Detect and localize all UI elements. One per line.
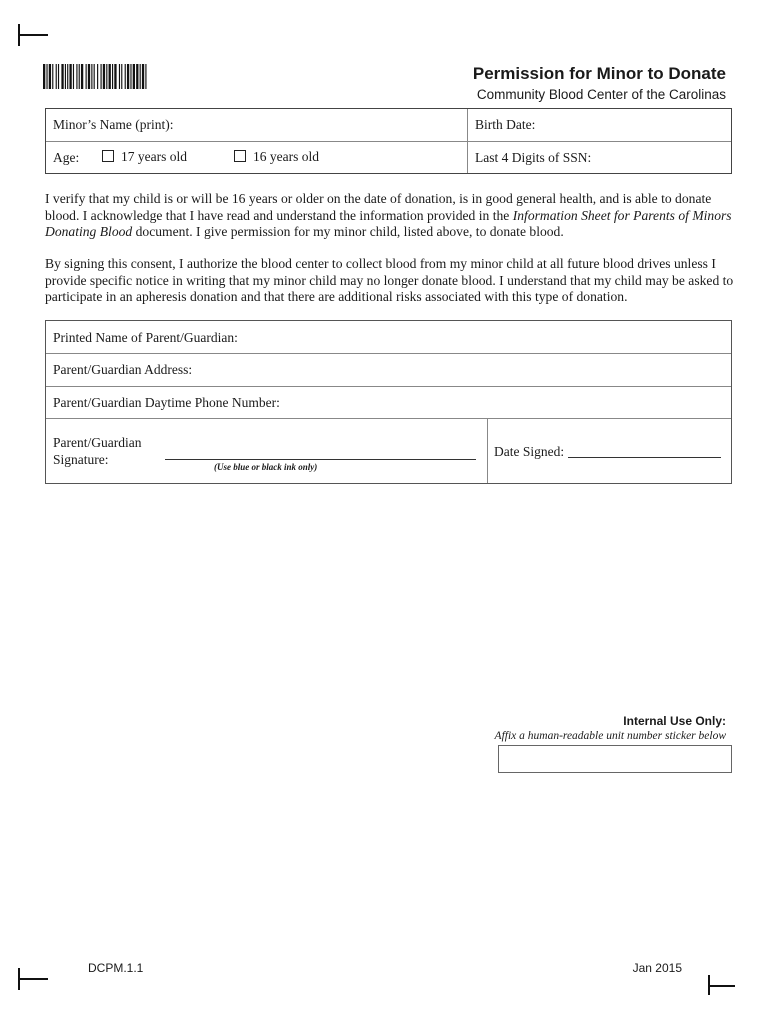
ssn-field[interactable] [610, 143, 729, 172]
barcode-bar [133, 64, 135, 89]
barcode-bar [91, 64, 92, 89]
barcode-bar [109, 64, 111, 89]
phone-field[interactable] [310, 388, 728, 417]
barcode-bar [88, 64, 90, 89]
signature-line[interactable] [165, 459, 476, 460]
barcode-bar [97, 64, 98, 89]
ink-note: (Use blue or black ink only) [214, 462, 318, 472]
birth-date-label: Birth Date: [475, 117, 536, 132]
crop-mark-bottom-right-horizontal [708, 985, 735, 987]
form-subtitle: Community Blood Center of the Carolinas [476, 87, 726, 102]
ssn-label: Last 4 Digits of SSN: [475, 150, 592, 165]
age-16-label: 16 years old [253, 149, 319, 164]
age-17-checkbox[interactable] [102, 150, 114, 162]
guardian-table-divider-3 [46, 418, 731, 419]
minor-name-field[interactable] [200, 110, 462, 140]
age-16-checkbox[interactable] [234, 150, 246, 162]
barcode-bar [69, 64, 71, 89]
minor-name-label: Minor’s Name (print): [53, 117, 174, 132]
barcode-bar [125, 64, 126, 89]
barcode-bar [114, 64, 116, 89]
barcode-bar [56, 64, 57, 89]
barcode-bar [65, 64, 66, 89]
guardian-table-column-divider [487, 419, 488, 483]
guardian-table-divider-2 [46, 386, 731, 387]
barcode-bar [43, 64, 45, 89]
printed-name-field[interactable] [270, 322, 728, 352]
signature-label-line2: Signature: [53, 452, 109, 467]
barcode-bar [49, 64, 51, 89]
age-17-label: 17 years old [121, 149, 187, 164]
sticker-instruction: Affix a human-readable unit number sticker below [494, 730, 726, 742]
birth-date-field[interactable] [545, 110, 729, 140]
info-sheet-title: Information Sheet for Parents of Minors Donating Blood [45, 207, 732, 239]
barcode-graphic [43, 64, 203, 89]
barcode-bar [112, 64, 113, 89]
consent-paragraph-2: By signing this consent, I authorize the blood center to collect blood from my minor child at all future blood drives unless I provide specific notice in writing that my minor child may no longer donate blood. I understand that my child may be asked to participate in an apheresis donation and that there are additional risks associated with this type of donation. [45, 256, 734, 304]
address-field[interactable] [220, 355, 728, 385]
barcode-bar [94, 64, 95, 89]
date-signed-label: Date Signed: [494, 444, 565, 459]
barcode-bar [79, 64, 80, 89]
barcode-bar [67, 64, 68, 89]
barcode-bar [106, 64, 107, 89]
barcode-bar [136, 64, 138, 89]
unit-sticker-box [498, 745, 732, 773]
barcode-bar [76, 64, 77, 89]
address-label: Parent/Guardian Address: [53, 362, 193, 377]
date-signed-line[interactable] [568, 457, 721, 458]
printed-name-label: Printed Name of Parent/Guardian: [53, 330, 238, 345]
age-label: Age: [53, 150, 80, 165]
form-date: Jan 2015 [632, 961, 682, 975]
barcode-bar [140, 64, 141, 89]
barcode-bar [61, 64, 63, 89]
form-code: DCPM.1.1 [88, 961, 144, 975]
barcode-bar [46, 64, 47, 89]
signature-label-line1: Parent/Guardian [53, 435, 142, 450]
internal-use-heading: Internal Use Only: [623, 714, 726, 728]
barcode-bar [73, 64, 74, 89]
barcode-bar [145, 64, 146, 89]
barcode-bar [121, 64, 122, 89]
barcode-bar [130, 64, 131, 89]
barcode-bar [81, 64, 83, 89]
barcode-bar [86, 64, 87, 89]
minor-table-divider [46, 141, 731, 142]
phone-label: Parent/Guardian Daytime Phone Number: [53, 395, 280, 410]
form-title: Permission for Minor to Donate [472, 64, 726, 83]
crop-mark-top-left-horizontal [18, 34, 48, 36]
barcode-bar [103, 64, 105, 89]
minor-table-column-divider [467, 109, 468, 173]
barcode-bar [142, 64, 144, 89]
barcode-bar [127, 64, 129, 89]
barcode-bar [101, 64, 102, 89]
guardian-table-divider-1 [46, 353, 731, 354]
crop-mark-bottom-left-horizontal [18, 978, 48, 980]
barcode-bar [58, 64, 59, 89]
barcode-bar [52, 64, 53, 89]
barcode-bar [119, 64, 120, 89]
consent-paragraph-1: I verify that my child is or will be 16 years or older on the date of donation, is in good general health, and is able to donate blood. I acknowledge that I have read and understand the information provided in the Information Sheet for Parents of Minors Donating Blood document. I give permission for my minor child, listed above, to donate blood. [45, 191, 732, 239]
